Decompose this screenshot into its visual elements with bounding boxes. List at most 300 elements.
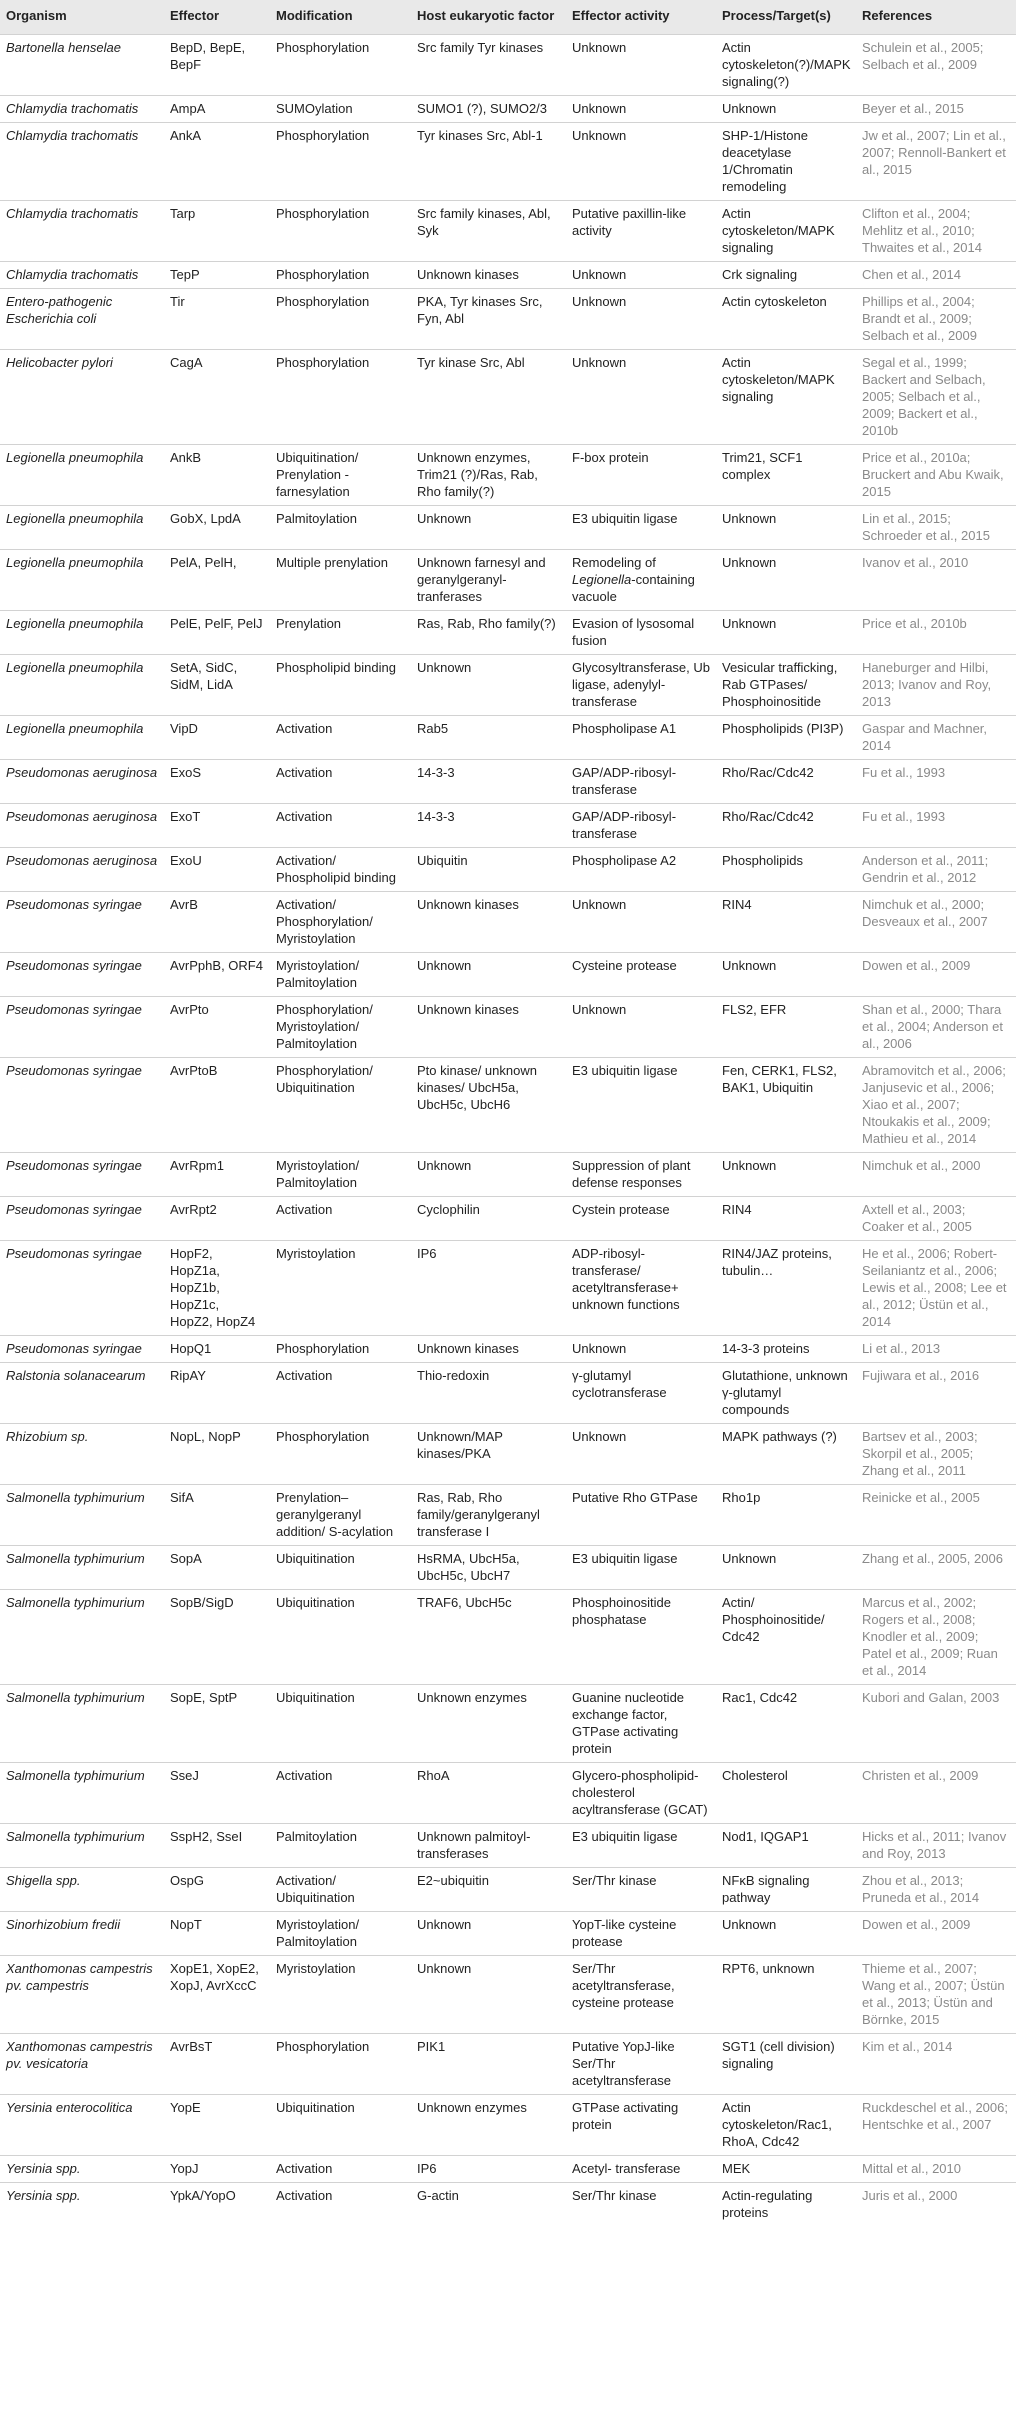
cell-process-target: Actin cytoskeleton(?)/MAPK signaling(?) <box>716 35 856 96</box>
cell-references: Christen et al., 2009 <box>856 1763 1016 1824</box>
cell-modification: Ubiquitination <box>270 1685 411 1763</box>
cell-host-factor: Unknown <box>411 655 566 716</box>
cell-effector-activity: Ser/Thr kinase <box>566 1868 716 1912</box>
cell-modification: Phosphorylation <box>270 1336 411 1363</box>
cell-host-factor: Unknown palmitoyl-transferases <box>411 1824 566 1868</box>
table-row <box>0 550 1016 611</box>
cell-process-target: NFκB signaling pathway <box>716 1868 856 1912</box>
cell-organism: Pseudomonas syringae <box>0 1197 164 1241</box>
cell-organism: Pseudomonas syringae <box>0 1153 164 1197</box>
table-row <box>0 96 1016 123</box>
cell-host-factor: Thio-redoxin <box>411 1363 566 1424</box>
cell-host-factor: Unknown <box>411 1153 566 1197</box>
cell-effector: SopA <box>164 1546 270 1590</box>
table-row <box>0 123 1016 201</box>
cell-effector-activity: Unknown <box>566 350 716 445</box>
cell-references: Axtell et al., 2003; Coaker et al., 2005 <box>856 1197 1016 1241</box>
cell-organism: Helicobacter pylori <box>0 350 164 445</box>
cell-effector: SopB/SigD <box>164 1590 270 1685</box>
cell-references: Zhou et al., 2013; Pruneda et al., 2014 <box>856 1868 1016 1912</box>
cell-effector: HopF2, HopZ1a, HopZ1b, HopZ1c, HopZ2, HopZ4 <box>164 1241 270 1336</box>
cell-references: Price et al., 2010a; Bruckert and Abu Kwaik, 2015 <box>856 445 1016 506</box>
cell-host-factor: Unknown enzymes <box>411 2095 566 2156</box>
cell-host-factor: Unknown <box>411 953 566 997</box>
table-row <box>0 1868 1016 1912</box>
cell-process-target: Actin cytoskeleton/MAPK signaling <box>716 201 856 262</box>
cell-references: Segal et al., 1999; Backert and Selbach, 2005; Selbach et al., 2009; Backert et al., 2010b <box>856 350 1016 445</box>
cell-effector: YopJ <box>164 2156 270 2183</box>
cell-effector: AnkB <box>164 445 270 506</box>
cell-effector: ExoT <box>164 804 270 848</box>
table-row <box>0 2034 1016 2095</box>
cell-host-factor: PKA, Tyr kinases Src, Fyn, Abl <box>411 289 566 350</box>
cell-modification: Activation <box>270 1197 411 1241</box>
cell-modification: Phosphorylation <box>270 35 411 96</box>
cell-process-target: Rho1p <box>716 1485 856 1546</box>
cell-effector: Tarp <box>164 201 270 262</box>
cell-effector-activity: Cysteine protease <box>566 953 716 997</box>
cell-modification: Activation/ Ubiquitination <box>270 1868 411 1912</box>
cell-effector-activity: Ser/Thr kinase <box>566 2183 716 2227</box>
cell-effector: AvrRpt2 <box>164 1197 270 1241</box>
cell-modification: Ubiquitination/ Prenylation - farnesylation <box>270 445 411 506</box>
cell-organism: Xanthomonas campestris pv. campestris <box>0 1956 164 2034</box>
cell-references: Fu et al., 1993 <box>856 760 1016 804</box>
cell-modification: Phosphorylation/ Myristoylation/ Palmitoylation <box>270 997 411 1058</box>
cell-modification: Activation/ Phospholipid binding <box>270 848 411 892</box>
cell-process-target: Actin-regulating proteins <box>716 2183 856 2227</box>
cell-process-target: Rho/Rac/Cdc42 <box>716 760 856 804</box>
cell-process-target: Phospholipids (PI3P) <box>716 716 856 760</box>
cell-modification: Myristoylation <box>270 1956 411 2034</box>
cell-organism: Legionella pneumophila <box>0 506 164 550</box>
cell-organism: Pseudomonas syringae <box>0 1336 164 1363</box>
table-row <box>0 1912 1016 1956</box>
cell-modification: Activation <box>270 760 411 804</box>
cell-modification: Prenylation <box>270 611 411 655</box>
table-row <box>0 1824 1016 1868</box>
table-row <box>0 201 1016 262</box>
table-row <box>0 1590 1016 1685</box>
cell-host-factor: Pto kinase/ unknown kinases/ UbcH5a, UbcH5c, UbcH6 <box>411 1058 566 1153</box>
cell-effector: AvrBsT <box>164 2034 270 2095</box>
cell-host-factor: Unknown farnesyl and geranylgeranyl-tranferases <box>411 550 566 611</box>
cell-organism: Yersinia enterocolitica <box>0 2095 164 2156</box>
cell-references: Bartsev et al., 2003; Skorpil et al., 2005; Zhang et al., 2011 <box>856 1424 1016 1485</box>
cell-organism: Shigella spp. <box>0 1868 164 1912</box>
cell-references: Ruckdeschel et al., 2006; Hentschke et al., 2007 <box>856 2095 1016 2156</box>
table-row <box>0 1546 1016 1590</box>
cell-references: Zhang et al., 2005, 2006 <box>856 1546 1016 1590</box>
cell-modification: Myristoylation/ Palmitoylation <box>270 1912 411 1956</box>
cell-references: He et al., 2006; Robert-Seilaniantz et al., 2006; Lewis et al., 2008; Lee et al., 2012; Üstün et al., 2014 <box>856 1241 1016 1336</box>
cell-host-factor: Unknown kinases <box>411 892 566 953</box>
cell-host-factor: TRAF6, UbcH5c <box>411 1590 566 1685</box>
cell-host-factor: Unknown kinases <box>411 1336 566 1363</box>
cell-modification: Activation <box>270 804 411 848</box>
cell-effector: AmpA <box>164 96 270 123</box>
cell-references: Marcus et al., 2002; Rogers et al., 2008; Knodler et al., 2009; Patel et al., 2009; Ruan et al., 2014 <box>856 1590 1016 1685</box>
cell-process-target: Actin cytoskeleton <box>716 289 856 350</box>
table-row <box>0 953 1016 997</box>
cell-process-target: Unknown <box>716 550 856 611</box>
header-references: References <box>856 0 1016 35</box>
cell-effector-activity: γ-glutamyl cyclotransferase <box>566 1363 716 1424</box>
cell-references: Ivanov et al., 2010 <box>856 550 1016 611</box>
cell-modification: Multiple prenylation <box>270 550 411 611</box>
cell-modification: Phosphorylation <box>270 262 411 289</box>
cell-process-target: MEK <box>716 2156 856 2183</box>
cell-organism: Pseudomonas aeruginosa <box>0 848 164 892</box>
cell-effector: SseJ <box>164 1763 270 1824</box>
cell-effector-activity: Phosphoinositide phosphatase <box>566 1590 716 1685</box>
cell-effector-activity: Putative Rho GTPase <box>566 1485 716 1546</box>
cell-effector-activity: Phospholipase A2 <box>566 848 716 892</box>
table-body <box>0 35 1016 2227</box>
cell-references: Juris et al., 2000 <box>856 2183 1016 2227</box>
table-row <box>0 611 1016 655</box>
cell-effector: RipAY <box>164 1363 270 1424</box>
cell-effector-activity: GAP/ADP-ribosyl-transferase <box>566 804 716 848</box>
header-organism: Organism <box>0 0 164 35</box>
cell-process-target: Unknown <box>716 1546 856 1590</box>
cell-process-target: 14-3-3 proteins <box>716 1336 856 1363</box>
cell-effector: XopE1, XopE2, XopJ, AvrXccC <box>164 1956 270 2034</box>
cell-effector-activity: Putative YopJ-like Ser/Thr acetyltransferase <box>566 2034 716 2095</box>
table-row <box>0 804 1016 848</box>
cell-modification: Phosphorylation/ Ubiquitination <box>270 1058 411 1153</box>
cell-references: Haneburger and Hilbi, 2013; Ivanov and Roy, 2013 <box>856 655 1016 716</box>
table-row <box>0 1685 1016 1763</box>
cell-effector: SspH2, SseI <box>164 1824 270 1868</box>
cell-effector: BepD, BepE, BepF <box>164 35 270 96</box>
cell-organism: Pseudomonas syringae <box>0 997 164 1058</box>
cell-effector-activity: Unknown <box>566 123 716 201</box>
cell-references: Fu et al., 1993 <box>856 804 1016 848</box>
cell-host-factor: Unknown <box>411 1912 566 1956</box>
cell-effector: AnkA <box>164 123 270 201</box>
cell-references: Thieme et al., 2007; Wang et al., 2007; Üstün et al., 2013; Üstün and Börnke, 2015 <box>856 1956 1016 2034</box>
cell-host-factor: G-actin <box>411 2183 566 2227</box>
table-row <box>0 1197 1016 1241</box>
cell-modification: Activation <box>270 1363 411 1424</box>
cell-host-factor: Cyclophilin <box>411 1197 566 1241</box>
cell-organism: Pseudomonas syringae <box>0 1058 164 1153</box>
cell-effector: Tir <box>164 289 270 350</box>
cell-modification: Ubiquitination <box>270 2095 411 2156</box>
cell-effector-activity: Unknown <box>566 1424 716 1485</box>
cell-organism: Xanthomonas campestris pv. vesicatoria <box>0 2034 164 2095</box>
cell-host-factor: Ras, Rab, Rho family/geranylgeranyl transferase I <box>411 1485 566 1546</box>
cell-effector: SifA <box>164 1485 270 1546</box>
cell-host-factor: Unknown enzymes <box>411 1685 566 1763</box>
table-row <box>0 1058 1016 1153</box>
cell-effector: AvrPtoB <box>164 1058 270 1153</box>
cell-modification: Phosphorylation <box>270 350 411 445</box>
table-row <box>0 1363 1016 1424</box>
cell-process-target: Actin cytoskeleton/Rac1, RhoA, Cdc42 <box>716 2095 856 2156</box>
table-row <box>0 35 1016 96</box>
cell-organism: Legionella pneumophila <box>0 611 164 655</box>
cell-references: Jw et al., 2007; Lin et al., 2007; Rennoll-Bankert et al., 2015 <box>856 123 1016 201</box>
cell-organism: Legionella pneumophila <box>0 445 164 506</box>
cell-effector-activity: Guanine nucleotide exchange factor, GTPase activating protein <box>566 1685 716 1763</box>
table-row <box>0 506 1016 550</box>
cell-effector: ExoU <box>164 848 270 892</box>
cell-modification: Phosphorylation <box>270 289 411 350</box>
cell-modification: Activation <box>270 2183 411 2227</box>
cell-host-factor: E2~ubiquitin <box>411 1868 566 1912</box>
cell-effector-activity: Unknown <box>566 892 716 953</box>
cell-effector-activity: Unknown <box>566 35 716 96</box>
cell-host-factor: Unknown <box>411 1956 566 2034</box>
cell-organism: Bartonella henselae <box>0 35 164 96</box>
cell-organism: Pseudomonas syringae <box>0 892 164 953</box>
table-row <box>0 2156 1016 2183</box>
cell-process-target: RIN4/JAZ proteins, tubulin… <box>716 1241 856 1336</box>
cell-references: Chen et al., 2014 <box>856 262 1016 289</box>
cell-effector: AvrPphB, ORF4 <box>164 953 270 997</box>
table-row <box>0 848 1016 892</box>
cell-host-factor: RhoA <box>411 1763 566 1824</box>
cell-host-factor: IP6 <box>411 2156 566 2183</box>
cell-effector: NopT <box>164 1912 270 1956</box>
cell-effector: TepP <box>164 262 270 289</box>
table-row <box>0 655 1016 716</box>
cell-modification: Activation <box>270 2156 411 2183</box>
cell-process-target: Trim21, SCF1 complex <box>716 445 856 506</box>
cell-modification: SUMOylation <box>270 96 411 123</box>
cell-process-target: SGT1 (cell division) signaling <box>716 2034 856 2095</box>
cell-organism: Entero-pathogenic Escherichia coli <box>0 289 164 350</box>
cell-process-target: MAPK pathways (?) <box>716 1424 856 1485</box>
cell-effector-activity: YopT-like cysteine protease <box>566 1912 716 1956</box>
table-row <box>0 2183 1016 2227</box>
cell-effector-activity: Unknown <box>566 1336 716 1363</box>
cell-organism: Salmonella typhimurium <box>0 1485 164 1546</box>
cell-references: Gaspar and Machner, 2014 <box>856 716 1016 760</box>
table-header <box>0 0 1016 35</box>
cell-process-target: RIN4 <box>716 1197 856 1241</box>
cell-modification: Myristoylation <box>270 1241 411 1336</box>
cell-organism: Legionella pneumophila <box>0 550 164 611</box>
cell-references: Price et al., 2010b <box>856 611 1016 655</box>
cell-effector: AvrB <box>164 892 270 953</box>
cell-host-factor: Tyr kinases Src, Abl-1 <box>411 123 566 201</box>
cell-host-factor: PIK1 <box>411 2034 566 2095</box>
cell-effector: PelA, PelH, <box>164 550 270 611</box>
cell-host-factor: Unknown enzymes, Trim21 (?)/Ras, Rab, Rho family(?) <box>411 445 566 506</box>
cell-effector-activity: Cystein protease <box>566 1197 716 1241</box>
cell-references: Kubori and Galan, 2003 <box>856 1685 1016 1763</box>
cell-modification: Activation/ Phosphorylation/ Myristoylation <box>270 892 411 953</box>
cell-process-target: Rho/Rac/Cdc42 <box>716 804 856 848</box>
cell-organism: Salmonella typhimurium <box>0 1763 164 1824</box>
table-row <box>0 350 1016 445</box>
cell-references: Reinicke et al., 2005 <box>856 1485 1016 1546</box>
header-modification: Modification <box>270 0 411 35</box>
cell-process-target: SHP-1/Histone deacetylase 1/Chromatin remodeling <box>716 123 856 201</box>
cell-effector-activity: Unknown <box>566 997 716 1058</box>
cell-organism: Pseudomonas syringae <box>0 1241 164 1336</box>
table-row <box>0 262 1016 289</box>
cell-organism: Chlamydia trachomatis <box>0 201 164 262</box>
cell-references: Phillips et al., 2004; Brandt et al., 2009; Selbach et al., 2009 <box>856 289 1016 350</box>
cell-effector-activity: E3 ubiquitin ligase <box>566 1546 716 1590</box>
cell-references: Kim et al., 2014 <box>856 2034 1016 2095</box>
cell-effector: CagA <box>164 350 270 445</box>
cell-references: Dowen et al., 2009 <box>856 1912 1016 1956</box>
cell-process-target: Unknown <box>716 953 856 997</box>
cell-organism: Salmonella typhimurium <box>0 1546 164 1590</box>
header-effector: Effector <box>164 0 270 35</box>
cell-effector-activity: Unknown <box>566 96 716 123</box>
cell-effector-activity: GTPase activating protein <box>566 2095 716 2156</box>
table-row <box>0 760 1016 804</box>
cell-effector-activity: Ser/Thr acetyltransferase, cysteine protease <box>566 1956 716 2034</box>
cell-effector: NopL, NopP <box>164 1424 270 1485</box>
cell-host-factor: HsRMA, UbcH5a, UbcH5c, UbcH7 <box>411 1546 566 1590</box>
cell-host-factor: Rab5 <box>411 716 566 760</box>
cell-references: Nimchuk et al., 2000; Desveaux et al., 2007 <box>856 892 1016 953</box>
header-row <box>0 0 1016 35</box>
cell-modification: Phosphorylation <box>270 1424 411 1485</box>
cell-process-target: Unknown <box>716 96 856 123</box>
cell-organism: Salmonella typhimurium <box>0 1685 164 1763</box>
cell-effector-activity: E3 ubiquitin ligase <box>566 506 716 550</box>
cell-organism: Pseudomonas aeruginosa <box>0 804 164 848</box>
cell-host-factor: Src family kinases, Abl, Syk <box>411 201 566 262</box>
cell-organism: Legionella pneumophila <box>0 655 164 716</box>
table-row <box>0 445 1016 506</box>
header-effector-activity: Effector activity <box>566 0 716 35</box>
table-row <box>0 2095 1016 2156</box>
cell-modification: Phosphorylation <box>270 123 411 201</box>
cell-process-target: Actin cytoskeleton/MAPK signaling <box>716 350 856 445</box>
cell-effector: PelE, PelF, PelJ <box>164 611 270 655</box>
cell-process-target: Unknown <box>716 611 856 655</box>
cell-modification: Phospholipid binding <box>270 655 411 716</box>
cell-effector-activity: Phospholipase A1 <box>566 716 716 760</box>
cell-effector-activity: Unknown <box>566 262 716 289</box>
cell-organism: Salmonella typhimurium <box>0 1590 164 1685</box>
table-row <box>0 289 1016 350</box>
cell-process-target: Vesicular trafficking, Rab GTPases/ Phosphoinositide <box>716 655 856 716</box>
cell-process-target: Rac1, Cdc42 <box>716 1685 856 1763</box>
cell-references: Abramovitch et al., 2006; Janjusevic et al., 2006; Xiao et al., 2007; Ntoukakis et al., 2009; Mathieu et al., 2014 <box>856 1058 1016 1153</box>
cell-effector-activity: F-box protein <box>566 445 716 506</box>
cell-modification: Ubiquitination <box>270 1546 411 1590</box>
header-host-factor: Host eukaryotic factor <box>411 0 566 35</box>
cell-modification: Phosphorylation <box>270 2034 411 2095</box>
cell-effector-activity: Suppression of plant defense responses <box>566 1153 716 1197</box>
cell-effector: YpkA/YopO <box>164 2183 270 2227</box>
cell-process-target: RIN4 <box>716 892 856 953</box>
cell-host-factor: 14-3-3 <box>411 804 566 848</box>
cell-effector-activity: E3 ubiquitin ligase <box>566 1058 716 1153</box>
cell-effector: SopE, SptP <box>164 1685 270 1763</box>
table-row <box>0 716 1016 760</box>
cell-effector: AvrPto <box>164 997 270 1058</box>
cell-process-target: Cholesterol <box>716 1763 856 1824</box>
cell-effector-activity: Evasion of lysosomal fusion <box>566 611 716 655</box>
cell-modification: Myristoylation/ Palmitoylation <box>270 1153 411 1197</box>
cell-host-factor: 14-3-3 <box>411 760 566 804</box>
cell-modification: Activation <box>270 1763 411 1824</box>
cell-references: Schulein et al., 2005; Selbach et al., 2009 <box>856 35 1016 96</box>
cell-modification: Myristoylation/ Palmitoylation <box>270 953 411 997</box>
cell-host-factor: Unknown kinases <box>411 997 566 1058</box>
cell-host-factor: Unknown/MAP kinases/PKA <box>411 1424 566 1485</box>
cell-organism: Rhizobium sp. <box>0 1424 164 1485</box>
cell-host-factor: Src family Tyr kinases <box>411 35 566 96</box>
cell-organism: Ralstonia solanacearum <box>0 1363 164 1424</box>
table-row <box>0 1485 1016 1546</box>
cell-organism: Chlamydia trachomatis <box>0 123 164 201</box>
cell-effector-activity: Glycero-phospholipid-cholesterol acyltransferase (GCAT) <box>566 1763 716 1824</box>
cell-references: Mittal et al., 2010 <box>856 2156 1016 2183</box>
cell-effector: YopE <box>164 2095 270 2156</box>
cell-effector: HopQ1 <box>164 1336 270 1363</box>
cell-process-target: Actin/ Phosphoinositide/ Cdc42 <box>716 1590 856 1685</box>
cell-modification: Activation <box>270 716 411 760</box>
cell-references: Shan et al., 2000; Thara et al., 2004; Anderson et al., 2006 <box>856 997 1016 1058</box>
cell-references: Lin et al., 2015; Schroeder et al., 2015 <box>856 506 1016 550</box>
cell-effector: GobX, LpdA <box>164 506 270 550</box>
cell-host-factor: Ras, Rab, Rho family(?) <box>411 611 566 655</box>
cell-organism: Chlamydia trachomatis <box>0 262 164 289</box>
table-row <box>0 1763 1016 1824</box>
cell-effector-activity: Acetyl- transferase <box>566 2156 716 2183</box>
table-row <box>0 1956 1016 2034</box>
cell-effector-activity: Remodeling of Legionella-containing vacuole <box>566 550 716 611</box>
cell-host-factor: Ubiquitin <box>411 848 566 892</box>
cell-references: Fujiwara et al., 2016 <box>856 1363 1016 1424</box>
cell-host-factor: Unknown <box>411 506 566 550</box>
cell-process-target: FLS2, EFR <box>716 997 856 1058</box>
cell-host-factor: Unknown kinases <box>411 262 566 289</box>
cell-references: Hicks et al., 2011; Ivanov and Roy, 2013 <box>856 1824 1016 1868</box>
table-row <box>0 1424 1016 1485</box>
cell-process-target: Unknown <box>716 1912 856 1956</box>
cell-references: Beyer et al., 2015 <box>856 96 1016 123</box>
cell-process-target: Fen, CERK1, FLS2, BAK1, Ubiquitin <box>716 1058 856 1153</box>
cell-organism: Sinorhizobium fredii <box>0 1912 164 1956</box>
cell-modification: Palmitoylation <box>270 506 411 550</box>
cell-effector: AvrRpm1 <box>164 1153 270 1197</box>
cell-effector-activity: Putative paxillin-like activity <box>566 201 716 262</box>
cell-organism: Yersinia spp. <box>0 2156 164 2183</box>
cell-process-target: Crk signaling <box>716 262 856 289</box>
table-row <box>0 1153 1016 1197</box>
cell-host-factor: Tyr kinase Src, Abl <box>411 350 566 445</box>
header-process-target: Process/Target(s) <box>716 0 856 35</box>
cell-effector-activity: Glycosyltransferase, Ub ligase, adenylyl-transferase <box>566 655 716 716</box>
cell-organism: Pseudomonas aeruginosa <box>0 760 164 804</box>
cell-effector-activity: ADP-ribosyl-transferase/ acetyltransferase+ unknown functions <box>566 1241 716 1336</box>
cell-references: Dowen et al., 2009 <box>856 953 1016 997</box>
cell-organism: Legionella pneumophila <box>0 716 164 760</box>
cell-modification: Palmitoylation <box>270 1824 411 1868</box>
cell-references: Li et al., 2013 <box>856 1336 1016 1363</box>
cell-host-factor: SUMO1 (?), SUMO2/3 <box>411 96 566 123</box>
cell-process-target: RPT6, unknown <box>716 1956 856 2034</box>
cell-process-target: Phospholipids <box>716 848 856 892</box>
cell-organism: Salmonella typhimurium <box>0 1824 164 1868</box>
cell-references: Anderson et al., 2011; Gendrin et al., 2012 <box>856 848 1016 892</box>
cell-effector: OspG <box>164 1868 270 1912</box>
cell-effector: SetA, SidC, SidM, LidA <box>164 655 270 716</box>
